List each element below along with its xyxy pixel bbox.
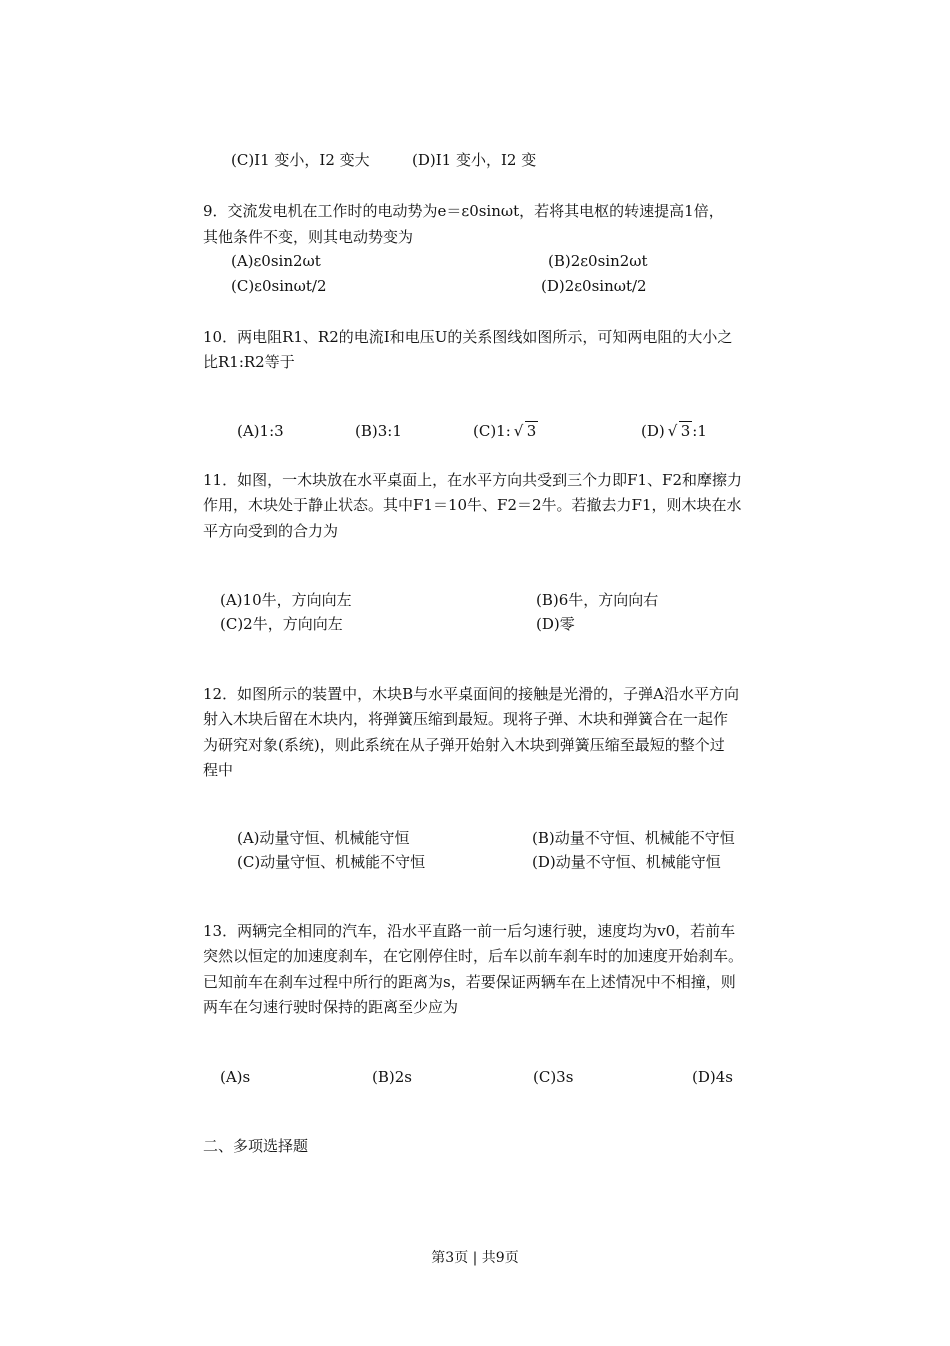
q13-option-d: (D)4s [692, 1068, 733, 1086]
q10-option-d-suffix: :1 [692, 422, 707, 440]
q12-stem-line4: 程中 [203, 761, 234, 779]
q11-stem-line2: 作用，木块处于静止状态。其中F1＝10牛、F2＝2牛。若撤去力F1，则木块在水 [203, 496, 742, 514]
q8-option-d: (D)I1 变小，I2 变 [412, 151, 537, 169]
q10-option-c-prefix: (C)1: [473, 422, 511, 440]
q12-stem-line1: 12．如图所示的装置中，木块B与水平桌面间的接触是光滑的，子弹A沿水平方向 [203, 685, 739, 703]
section-heading: 二、多项选择题 [203, 1137, 309, 1155]
q9-option-d: (D)2ε0sinωt/2 [541, 277, 647, 295]
q8-option-c: (C)I1 变小，I2 变大 [231, 151, 370, 169]
q9-stem-line1: 9．交流发电机在工作时的电动势为e＝ε0sinωt，若将其电枢的转速提高1倍， [203, 202, 724, 220]
q12-option-d: (D)动量不守恒、机械能守恒 [532, 853, 721, 871]
q10-stem-line1: 10．两电阻R1、R2的电流I和电压U的关系图线如图所示，可知两电阻的大小之 [203, 328, 733, 346]
radical-sign: √ [513, 422, 524, 440]
q13-option-b: (B)2s [372, 1068, 412, 1086]
q12-stem-line3: 为研究对象(系统)，则此系统在从子弹开始射入木块到弹簧压缩至最短的整个过 [203, 736, 725, 754]
q11-option-d: (D)零 [536, 615, 575, 633]
radical-sign: √ [667, 422, 678, 440]
q13-stem-line1: 13．两辆完全相同的汽车，沿水平直路一前一后匀速行驶，速度均为v0，若前车 [203, 922, 736, 940]
sqrt-icon [668, 421, 693, 441]
q9-option-c: (C)ε0sinωt/2 [231, 277, 327, 295]
sqrt-value: 3 [526, 422, 537, 440]
q13-stem-line4: 两车在匀速行驶时保持的距离至少应为 [203, 998, 459, 1016]
q11-stem-line3: 平方向受到的合力为 [203, 522, 339, 540]
q10-option-d [641, 421, 707, 441]
q11-option-b: (B)6牛，方向向右 [536, 591, 659, 609]
q9-option-a: (A)ε0sin2ωt [231, 252, 321, 270]
q9-stem-line2: 其他条件不变，则其电动势变为 [203, 228, 414, 246]
q13-stem-line2: 突然以恒定的加速度刹车，在它刚停住时，后车以前车刹车时的加速度开始刹车。 [203, 947, 744, 965]
q12-option-c: (C)动量守恒、机械能不守恒 [237, 853, 426, 871]
q13-stem-line3: 已知前车在刹车过程中所行的距离为s，若要保证两辆车在上述情况中不相撞，则 [203, 973, 736, 991]
q12-option-a: (A)动量守恒、机械能守恒 [237, 829, 410, 847]
q10-option-b: (B)3:1 [355, 422, 402, 440]
q12-option-b: (B)动量不守恒、机械能不守恒 [532, 829, 735, 847]
q13-option-c: (C)3s [533, 1068, 574, 1086]
q10-option-a: (A)1:3 [237, 422, 284, 440]
q12-stem-line2: 射入木块后留在木块内，将弹簧压缩到最短。现将子弹、木块和弹簧合在一起作 [203, 710, 729, 728]
q10-option-d-prefix: (D) [641, 422, 665, 440]
q11-option-c: (C)2牛，方向向左 [220, 615, 343, 633]
q11-option-a: (A)10牛，方向向左 [220, 591, 352, 609]
q11-stem-line1: 11．如图，一木块放在水平桌面上，在水平方向共受到三个力即F1、F2和摩擦力 [203, 471, 742, 489]
q13-option-a: (A)s [220, 1068, 251, 1086]
q9-option-b: (B)2ε0sin2ωt [548, 252, 648, 270]
page-footer: 第3页 | 共9页 [431, 1250, 519, 1266]
q10-option-c [473, 421, 538, 441]
q10-stem-line2: 比R1:R2等于 [203, 353, 295, 371]
sqrt-icon [514, 421, 539, 441]
sqrt-value: 3 [680, 422, 691, 440]
